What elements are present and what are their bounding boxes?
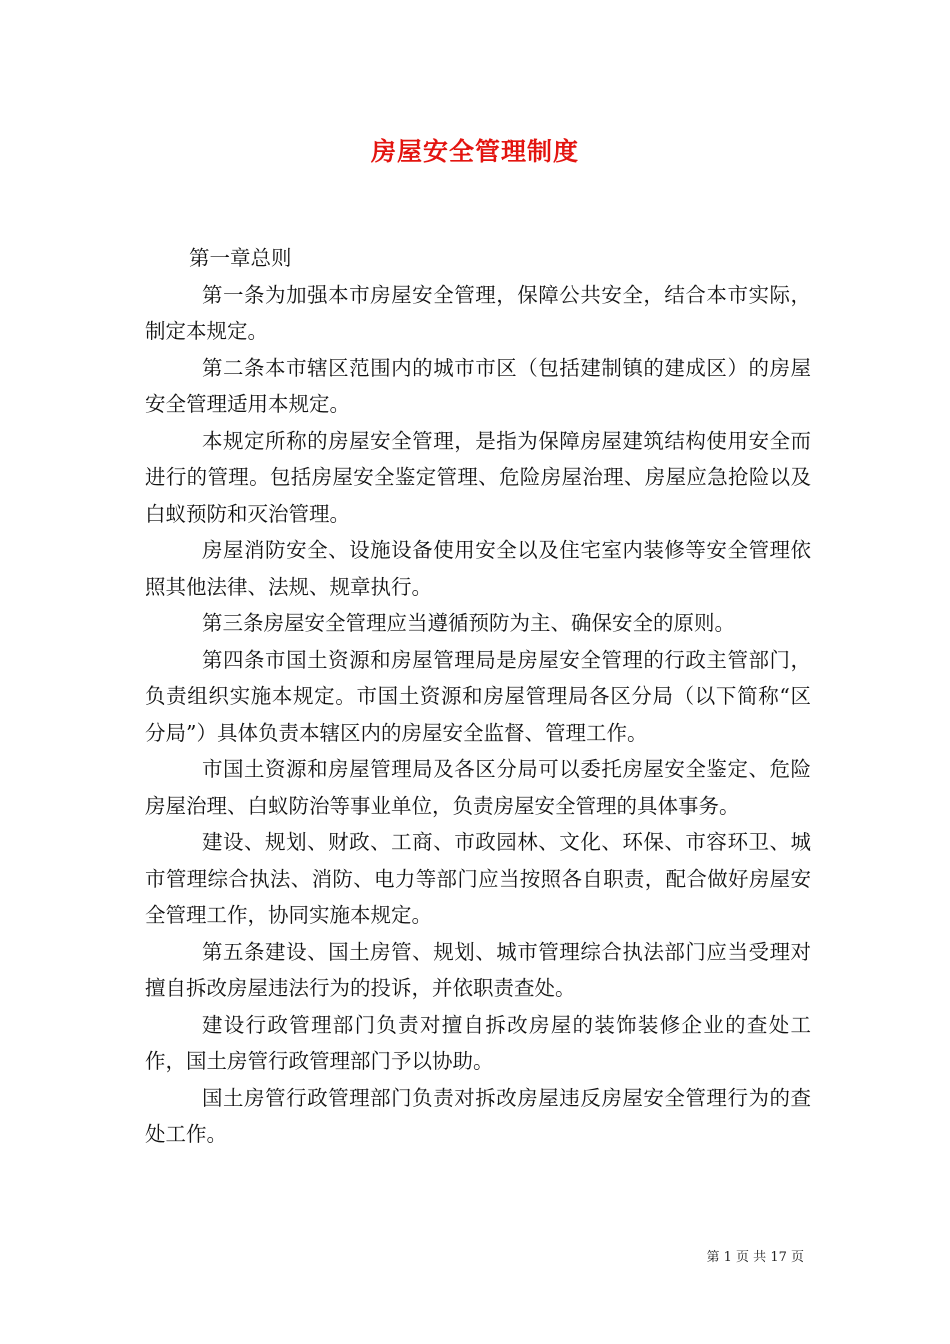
document-title: 房屋安全管理制度	[370, 137, 579, 166]
paragraph-article-3: 第三条房屋安全管理应当遵循预防为主、确保安全的原则。	[202, 611, 735, 635]
paragraph-article-1: 第一条为加强本市房屋安全管理，保障公共安全，结合本市实际，制定本规定。	[145, 282, 811, 343]
paragraph-definition: 本规定所称的房屋安全管理，是指为保障房屋建筑结构使用安全而进行的管理。包括房屋安全鉴定管理、危险房屋治理、房屋应急抢险以及白蚁预防和灭治管理。	[145, 428, 811, 526]
paragraph-departments: 建设、规划、财政、工商、市政园林、文化、环保、市容环卫、城市管理综合执法、消防、电力等部门应当按照各自职责，配合做好房屋安全管理工作，协同实施本规定。	[145, 830, 811, 927]
paragraph-delegation: 市国土资源和房屋管理局及各区分局可以委托房屋安全鉴定、危险房屋治理、白蚁防治等事业单位，负责房屋安全管理的具体事务。	[145, 757, 811, 818]
paragraph-article-5: 第五条建设、国土房管、规划、城市管理综合执法部门应当受理对擅自拆改房屋违法行为的投诉，并依职责查处。	[145, 939, 811, 1000]
paragraph-other-regulations: 房屋消防安全、设施设备使用安全以及住宅室内装修等安全管理依照其他法律、法规、规章执行。	[145, 538, 811, 599]
paragraph-construction-dept: 建设行政管理部门负责对擅自拆改房屋的装饰装修企业的查处工作，国土房管行政管理部门予以协助。	[145, 1012, 811, 1073]
paragraph-housing-dept: 国土房管行政管理部门负责对拆改房屋违反房屋安全管理行为的查处工作。	[145, 1085, 811, 1146]
document-body	[145, 240, 811, 1153]
paragraph-article-4: 第四条市国土资源和房屋管理局是房屋安全管理的行政主管部门，负责组织实施本规定。市国土资源和房屋管理局各区分局（以下简称“区分局”）具体负责本辖区内的房屋安全监督、管理工作。	[145, 647, 811, 745]
chapter-heading: 第一章总则	[189, 246, 292, 270]
page-number: 第 1 页 共 17 页	[706, 1250, 804, 1265]
paragraph-article-2: 第二条本市辖区范围内的城市市区（包括建制镇的建成区）的房屋安全管理适用本规定。	[145, 355, 811, 416]
